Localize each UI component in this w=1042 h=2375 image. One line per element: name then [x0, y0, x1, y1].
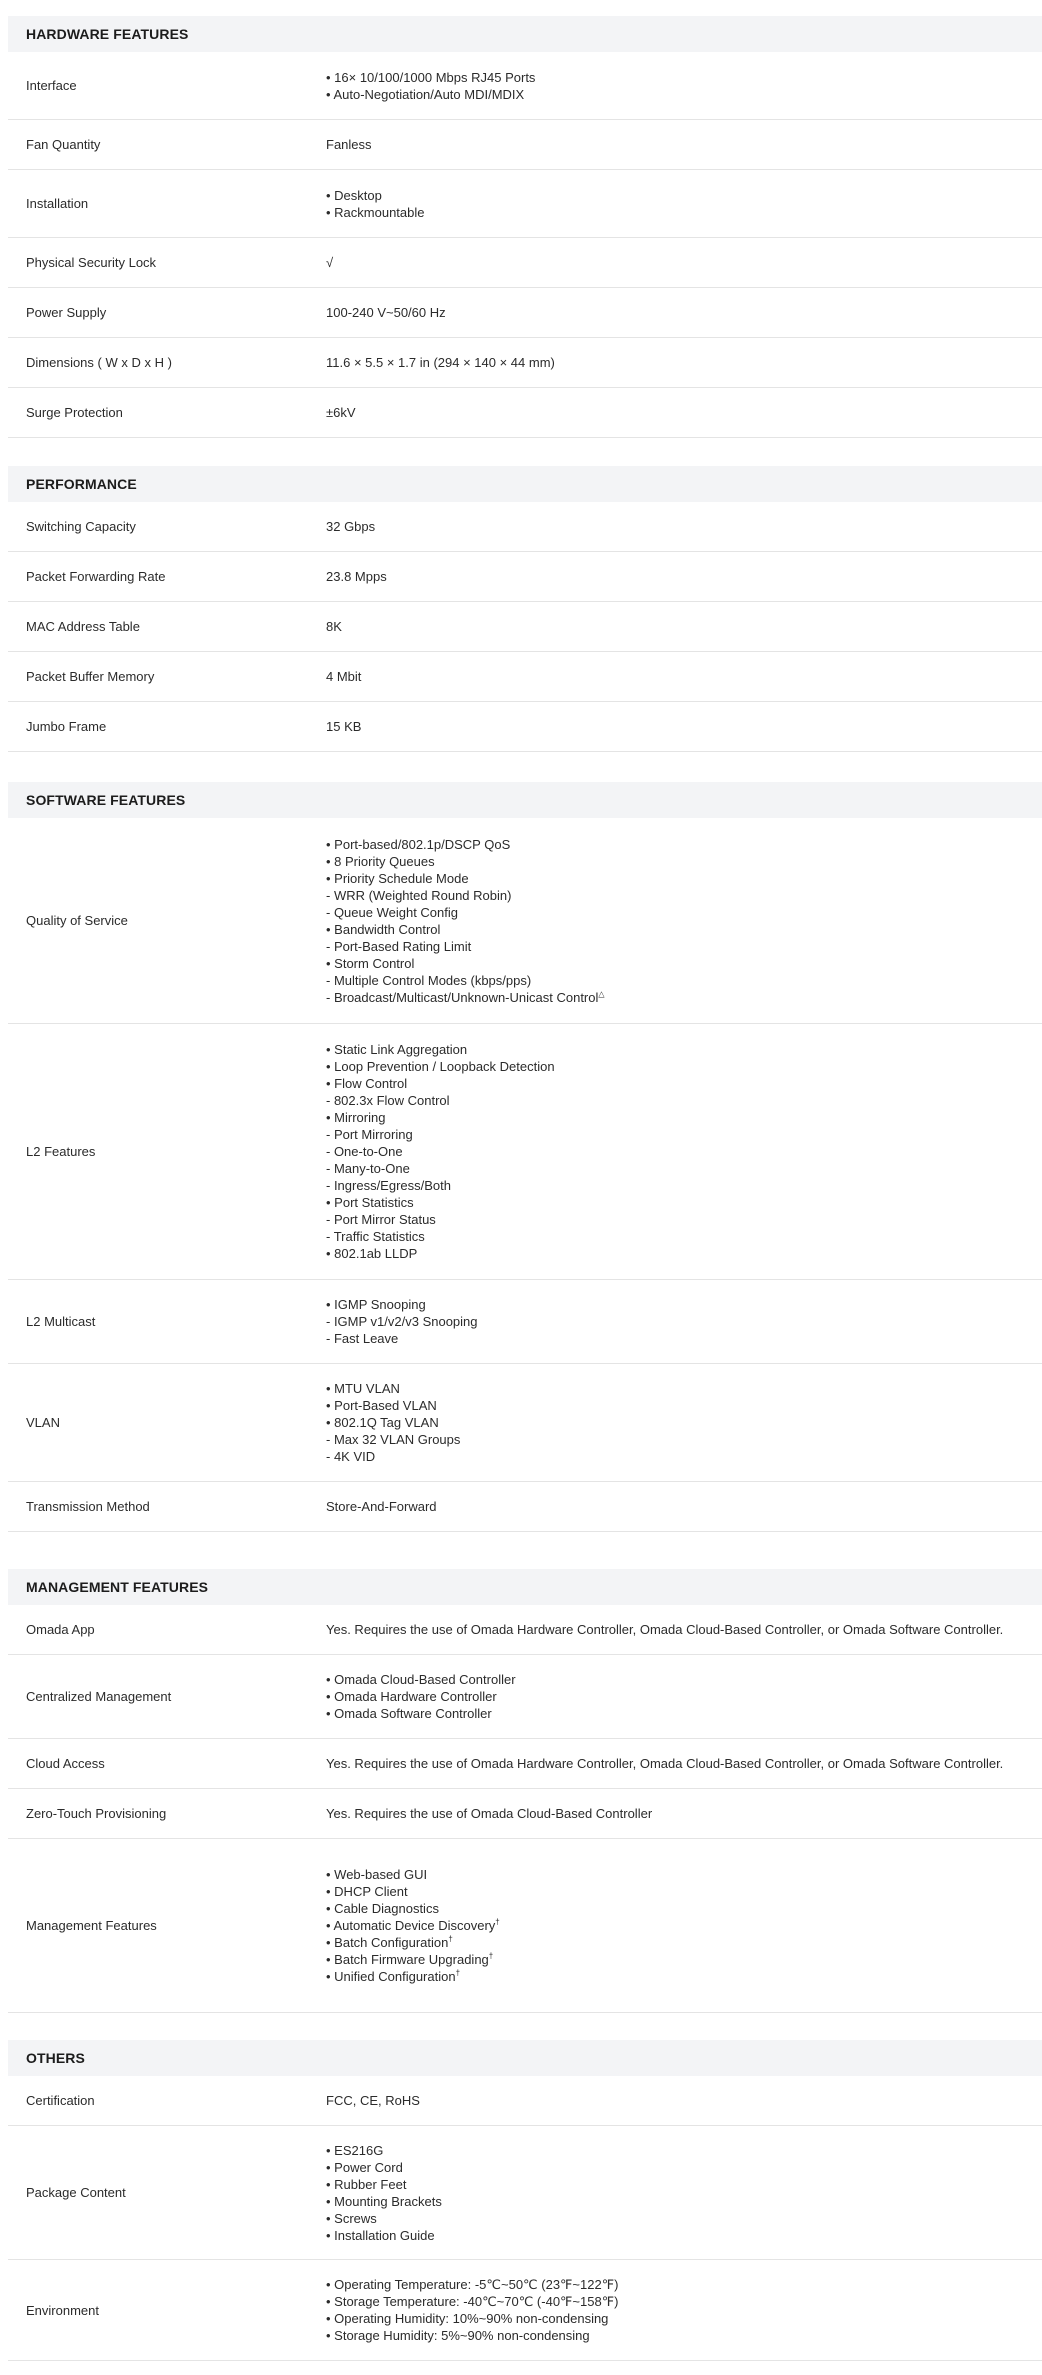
spec-value — [326, 404, 1042, 421]
spec-value-line — [326, 1968, 1042, 1985]
spec-label: Packet Buffer Memory — [26, 669, 155, 684]
spec-value-line — [326, 1900, 1042, 1917]
spec-value-text: • Rubber Feet — [326, 2176, 407, 2192]
spec-label: Cloud Access — [26, 1756, 105, 1771]
spec-row — [8, 2126, 1042, 2260]
spec-value-line — [326, 2210, 1042, 2227]
spec-value-line — [326, 1621, 1042, 1638]
spec-label: Interface — [26, 78, 77, 93]
spec-value-text: - Ingress/Egress/Both — [326, 1178, 451, 1193]
spec-value — [326, 1866, 1042, 1985]
spec-value — [326, 2092, 1042, 2109]
spec-value-text: 23.8 Mpps — [326, 569, 387, 584]
spec-row — [8, 1789, 1042, 1839]
spec-value-text: • Cable Diagnostics — [326, 1901, 439, 1916]
spec-value-text: • Installation Guide — [326, 2227, 435, 2243]
spec-value — [326, 1621, 1042, 1638]
spec-value-text: • Automatic Device Discovery — [326, 1918, 496, 1933]
spec-value-line — [326, 568, 1042, 585]
spec-value-text: 11.6 × 5.5 × 1.7 in (294 × 140 × 44 mm) — [326, 355, 555, 370]
spec-value-text: • 802.1Q Tag VLAN — [326, 1415, 439, 1430]
spec-value-line — [326, 836, 1042, 853]
spec-value-text: - WRR (Weighted Round Robin) — [326, 887, 512, 903]
spec-value — [326, 1380, 1042, 1465]
spec-value-line — [326, 86, 1042, 103]
spec-value-line — [326, 254, 1042, 271]
spec-value-text: - Fast Leave — [326, 1331, 399, 1346]
spec-value — [326, 2276, 1042, 2344]
footnote-mark: † — [488, 1951, 494, 1961]
spec-value-text: - Port-Based Rating Limit — [326, 938, 472, 954]
spec-label: MAC Address Table — [26, 619, 140, 634]
spec-value-line — [326, 1296, 1042, 1313]
spec-value — [326, 2142, 1042, 2244]
spec-value-line — [326, 1431, 1042, 1448]
spec-value-line — [326, 1671, 1042, 1688]
spec-value-line — [326, 718, 1042, 735]
spec-label: Environment — [26, 2302, 99, 2318]
spec-row — [8, 170, 1042, 238]
spec-value-text: - Traffic Statistics — [326, 1229, 425, 1244]
spec-value — [326, 136, 1042, 153]
spec-label: Physical Security Lock — [26, 255, 157, 270]
spec-value-text: - One-to-One — [326, 1144, 403, 1159]
spec-value-line — [326, 1688, 1042, 1705]
spec-value — [326, 304, 1042, 321]
spec-value-text: - Port Mirroring — [326, 1127, 413, 1142]
spec-value-line — [326, 1917, 1042, 1934]
spec-label: Omada App — [26, 1622, 95, 1637]
spec-value — [326, 1755, 1042, 1772]
spec-value-line — [326, 1805, 1042, 1822]
section-header: HARDWARE FEATURES — [8, 16, 1042, 52]
spec-label: Zero-Touch Provisioning — [26, 1806, 167, 1821]
spec-value-text: • Operating Humidity: 10%~90% non-condensing — [326, 2311, 609, 2326]
spec-value-line — [326, 972, 1042, 989]
spec-value-line — [326, 921, 1042, 938]
spec-label: Dimensions ( W x D x H ) — [26, 355, 172, 370]
spec-row — [8, 602, 1042, 652]
spec-value-line — [326, 2327, 1042, 2344]
spec-value-line — [326, 204, 1042, 221]
spec-value-line — [326, 1041, 1042, 1058]
spec-value-line — [326, 2276, 1042, 2293]
spec-label: Quality of Service — [26, 913, 128, 928]
spec-row — [8, 338, 1042, 388]
spec-value-text: • 8 Priority Queues — [326, 853, 435, 869]
spec-value-line — [326, 870, 1042, 887]
spec-value-text: • Storage Temperature: -40℃~70℃ (-40℉~158℉) — [326, 2294, 619, 2309]
spec-value-text: • Port Statistics — [326, 1195, 414, 1210]
spec-row — [8, 2260, 1042, 2361]
spec-value-line — [326, 354, 1042, 371]
spec-value — [326, 187, 1042, 221]
spec-value-line — [326, 1934, 1042, 1951]
spec-value-text: 4 Mbit — [326, 669, 362, 684]
spec-label: Jumbo Frame — [26, 719, 107, 734]
spec-value-text: - IGMP v1/v2/v3 Snooping — [326, 1314, 478, 1329]
spec-row — [8, 1364, 1042, 1482]
spec-row — [8, 238, 1042, 288]
spec-value-text: - Queue Weight Config — [326, 904, 458, 920]
spec-value-text: FCC, CE, RoHS — [326, 2093, 420, 2108]
spec-value-line — [326, 1109, 1042, 1126]
spec-value-text: √ — [326, 255, 334, 270]
spec-value-line — [326, 1092, 1042, 1109]
spec-value-text: • 802.1ab LLDP — [326, 1246, 418, 1261]
spec-value-text: • Storm Control — [326, 955, 415, 971]
spec-value-line — [326, 1380, 1042, 1397]
spec-value-text: - Multiple Control Modes (kbps/pps) — [326, 972, 532, 988]
section-header: MANAGEMENT FEATURES — [8, 1569, 1042, 1605]
spec-value-line — [326, 938, 1042, 955]
spec-value — [326, 1671, 1042, 1722]
spec-value-text: • Flow Control — [326, 1076, 408, 1091]
spec-row — [8, 652, 1042, 702]
spec-value — [326, 254, 1042, 271]
spec-value-line — [326, 69, 1042, 86]
spec-value-text: Fanless — [326, 137, 372, 152]
spec-value-text: ±6kV — [326, 405, 356, 420]
spec-value-text: Store-And-Forward — [326, 1499, 437, 1514]
spec-value — [326, 354, 1042, 371]
spec-row — [8, 1655, 1042, 1739]
spec-row — [8, 288, 1042, 338]
spec-label: Package Content — [26, 2185, 126, 2200]
spec-row — [8, 1280, 1042, 1364]
spec-label: Surge Protection — [26, 405, 123, 420]
spec-value-line — [326, 1313, 1042, 1330]
section-header: PERFORMANCE — [8, 466, 1042, 502]
spec-value-line — [326, 1058, 1042, 1075]
spec-value-line — [326, 1194, 1042, 1211]
footnote-mark: † — [455, 1968, 461, 1978]
spec-value-text: - 802.3x Flow Control — [326, 1093, 450, 1108]
spec-value-text: - Max 32 VLAN Groups — [326, 1432, 461, 1447]
spec-value-text: • Desktop — [326, 187, 382, 203]
spec-value-text: • Mounting Brackets — [326, 2193, 442, 2209]
spec-value-text: • Power Cord — [326, 2159, 403, 2175]
spec-value — [326, 69, 1042, 103]
spec-value-line — [326, 1075, 1042, 1092]
spec-value-text: • Omada Cloud-Based Controller — [326, 1672, 516, 1687]
spec-label: Installation — [26, 196, 89, 211]
spec-value — [326, 668, 1042, 685]
spec-value — [326, 518, 1042, 535]
spec-value-line — [326, 1397, 1042, 1414]
spec-value — [326, 1296, 1042, 1347]
spec-value-line — [326, 1951, 1042, 1968]
spec-value-text: • Screws — [326, 2210, 377, 2226]
spec-value-line — [326, 1448, 1042, 1465]
spec-value-line — [326, 1245, 1042, 1262]
spec-value-line — [326, 136, 1042, 153]
spec-value-text: 15 KB — [326, 719, 362, 734]
spec-value-line — [326, 853, 1042, 870]
spec-value-text: • Loop Prevention / Loopback Detection — [326, 1059, 555, 1074]
spec-value-text: • Rackmountable — [326, 204, 425, 220]
spec-value-line — [326, 2293, 1042, 2310]
spec-value-line — [326, 1228, 1042, 1245]
spec-row — [8, 818, 1042, 1024]
spec-value-text: • Auto-Negotiation/Auto MDI/MDIX — [326, 86, 525, 102]
spec-value-line — [326, 668, 1042, 685]
spec-value-line — [326, 518, 1042, 535]
spec-value-line — [326, 2142, 1042, 2159]
spec-value-line — [326, 1498, 1042, 1515]
spec-value-line — [326, 1705, 1042, 1722]
spec-value-line — [326, 1126, 1042, 1143]
spec-label: L2 Features — [26, 1144, 96, 1159]
spec-value-line — [326, 2092, 1042, 2109]
spec-value-text: - Port Mirror Status — [326, 1212, 436, 1227]
spec-label: Transmission Method — [26, 1499, 150, 1514]
spec-row — [8, 1739, 1042, 1789]
spec-value-text: • Port-based/802.1p/DSCP QoS — [326, 836, 511, 852]
spec-value-line — [326, 1330, 1042, 1347]
spec-label: VLAN — [26, 1415, 60, 1430]
spec-value-text: • IGMP Snooping — [326, 1297, 426, 1312]
spec-value-text: • MTU VLAN — [326, 1381, 400, 1396]
spec-value-text: • Static Link Aggregation — [326, 1042, 468, 1057]
spec-label: Centralized Management — [26, 1689, 172, 1704]
spec-row — [8, 52, 1042, 120]
spec-row — [8, 552, 1042, 602]
spec-value-line — [326, 404, 1042, 421]
spec-value-line — [326, 1211, 1042, 1228]
spec-value — [326, 1498, 1042, 1515]
spec-row — [8, 388, 1042, 438]
spec-value-line — [326, 1160, 1042, 1177]
section-header: SOFTWARE FEATURES — [8, 782, 1042, 818]
spec-value-text: • Bandwidth Control — [326, 921, 441, 937]
spec-label: Packet Forwarding Rate — [26, 569, 166, 584]
spec-value-text: • DHCP Client — [326, 1884, 408, 1899]
spec-value-line — [326, 1755, 1042, 1772]
spec-value — [326, 836, 1042, 1006]
spec-value — [326, 718, 1042, 735]
spec-label: Power Supply — [26, 305, 107, 320]
spec-value-line — [326, 2193, 1042, 2210]
spec-value-text: Yes. Requires the use of Omada Hardware Controller, Omada Cloud-Based Controller, or Omada Software Controller. — [326, 1756, 1004, 1771]
spec-value-text: • Operating Temperature: -5℃~50℃ (23℉~122℉) — [326, 2277, 619, 2292]
spec-value-line — [326, 1177, 1042, 1194]
spec-label: L2 Multicast — [26, 1314, 96, 1329]
footnote-mark: † — [448, 1934, 453, 1944]
spec-value-line — [326, 2310, 1042, 2327]
spec-value-line — [326, 2227, 1042, 2244]
spec-value-text: • Web-based GUI — [326, 1867, 428, 1882]
spec-value-line — [326, 304, 1042, 321]
spec-value-line — [326, 2176, 1042, 2193]
spec-value-line — [326, 887, 1042, 904]
spec-value-line — [326, 904, 1042, 921]
spec-row — [8, 1482, 1042, 1532]
spec-value-line — [326, 618, 1042, 635]
spec-label: Fan Quantity — [26, 137, 101, 152]
spec-value-text: • Port-Based VLAN — [326, 1398, 437, 1413]
spec-value-text: • Unified Configuration — [326, 1969, 456, 1984]
spec-value-text: • Priority Schedule Mode — [326, 870, 469, 886]
spec-value-line — [326, 2159, 1042, 2176]
spec-row — [8, 2076, 1042, 2126]
spec-value-line — [326, 187, 1042, 204]
spec-value-line — [326, 955, 1042, 972]
spec-row — [8, 120, 1042, 170]
spec-row — [8, 1605, 1042, 1655]
spec-value-text: 8K — [326, 619, 342, 634]
spec-value-text: 32 Gbps — [326, 519, 376, 534]
spec-label: Switching Capacity — [26, 519, 136, 534]
spec-value — [326, 1805, 1042, 1822]
spec-value-text: 100-240 V~50/60 Hz — [326, 305, 446, 320]
spec-value-text: - Many-to-One — [326, 1161, 410, 1176]
spec-value-line — [326, 1866, 1042, 1883]
section-header: OTHERS — [8, 2040, 1042, 2076]
spec-value-text: • Batch Configuration — [326, 1935, 449, 1950]
spec-value-text: • Omada Software Controller — [326, 1706, 492, 1721]
spec-row — [8, 702, 1042, 752]
spec-value-text: • Omada Hardware Controller — [326, 1689, 497, 1704]
spec-value-text: • Storage Humidity: 5%~90% non-condensing — [326, 2328, 590, 2343]
spec-value-text: Yes. Requires the use of Omada Hardware Controller, Omada Cloud-Based Controller, or Omada Software Controller. — [326, 1622, 1004, 1637]
spec-label: Certification — [26, 2093, 95, 2108]
spec-label: Management Features — [26, 1918, 157, 1933]
spec-value-text: • ES216G — [326, 2142, 384, 2158]
spec-value-text: - 4K VID — [326, 1449, 376, 1464]
spec-value-text: - Broadcast/Multicast/Unknown-Unicast Control — [326, 989, 599, 1005]
spec-value-text: Yes. Requires the use of Omada Cloud-Based Controller — [326, 1806, 653, 1821]
spec-value-line — [326, 1143, 1042, 1160]
spec-value — [326, 618, 1042, 635]
spec-row — [8, 1024, 1042, 1280]
spec-value-line — [326, 1414, 1042, 1431]
footnote-mark: △ — [598, 989, 605, 999]
spec-row — [8, 502, 1042, 552]
spec-value — [326, 568, 1042, 585]
spec-value-line — [326, 1883, 1042, 1900]
spec-value-line — [326, 989, 1042, 1006]
spec-value-text: • 16× 10/100/1000 Mbps RJ45 Ports — [326, 69, 536, 85]
spec-value-text: • Batch Firmware Upgrading — [326, 1952, 489, 1967]
footnote-mark: † — [495, 1917, 500, 1927]
spec-value — [326, 1041, 1042, 1262]
spec-value-text: • Mirroring — [326, 1110, 386, 1125]
spec-row — [8, 1839, 1042, 2013]
